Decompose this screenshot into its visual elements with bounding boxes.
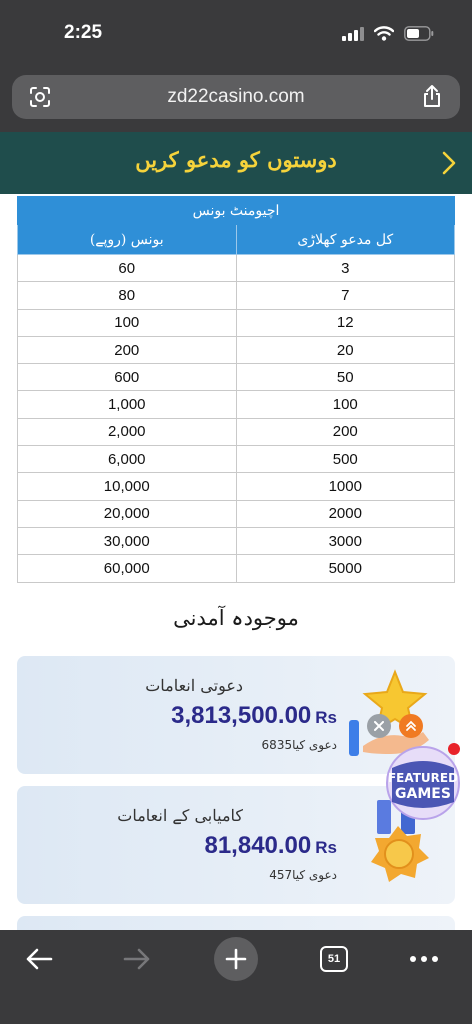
forward-button[interactable] <box>120 942 154 976</box>
page-title: دوستوں کو مدعو کریں <box>135 147 337 172</box>
players-cell: 200 <box>236 418 455 445</box>
bonus-cell: 80 <box>18 282 237 309</box>
bonus-cell: 6,000 <box>18 446 237 473</box>
battery-icon <box>404 26 434 41</box>
close-floating-button[interactable] <box>367 714 391 738</box>
players-cell: 1000 <box>236 473 455 500</box>
close-icon <box>374 721 384 731</box>
signal-icon <box>342 27 364 41</box>
currency-label: Rs <box>315 838 337 857</box>
players-cell: 500 <box>236 446 455 473</box>
card-label: دعوتی انعامات <box>145 676 243 695</box>
players-cell: 50 <box>236 364 455 391</box>
table-row <box>18 309 455 336</box>
tab-count: 51 <box>327 953 341 965</box>
more-icon <box>409 955 439 963</box>
chevron-right-icon[interactable] <box>442 151 456 179</box>
status-icons <box>342 26 434 41</box>
notification-dot <box>448 743 460 755</box>
card-amount <box>204 832 337 860</box>
more-menu-button[interactable] <box>406 942 442 976</box>
page-header <box>0 132 472 194</box>
claim-count: 457دعوی کیا <box>269 868 337 882</box>
featured-games-logo <box>384 744 462 822</box>
card-label: کامیابی کے انعامات <box>117 806 243 825</box>
players-cell: 3000 <box>236 527 455 554</box>
tabs-button[interactable] <box>318 942 350 976</box>
players-cell: 3 <box>236 255 455 282</box>
table-row <box>18 500 455 527</box>
players-cell: 12 <box>236 309 455 336</box>
bonus-cell: 10,000 <box>18 473 237 500</box>
players-cell: 100 <box>236 391 455 418</box>
back-button[interactable] <box>22 942 56 976</box>
table-row <box>18 473 455 500</box>
players-cell: 2000 <box>236 500 455 527</box>
players-cell: 5000 <box>236 555 455 582</box>
browser-toolbar <box>0 930 472 1024</box>
wifi-icon <box>374 26 394 41</box>
table-row <box>18 555 455 582</box>
table-caption: اچیومنٹ بونس <box>18 197 455 225</box>
url-text: zd22casino.com <box>167 86 305 107</box>
bonus-cell: 2,000 <box>18 418 237 445</box>
bonus-cell: 60 <box>18 255 237 282</box>
address-bar[interactable] <box>12 75 460 119</box>
section-title-current-income: موجودہ آمدنی <box>173 606 299 630</box>
table-row <box>18 364 455 391</box>
arrow-right-icon <box>123 947 151 971</box>
column-header-bonus: بونس (روپے) <box>18 225 237 255</box>
bonus-cell: 600 <box>18 364 237 391</box>
badge-line2: GAMES <box>395 786 451 802</box>
bonus-cell: 1,000 <box>18 391 237 418</box>
bonus-cell: 100 <box>18 309 237 336</box>
table-row <box>18 336 455 363</box>
table-row <box>18 391 455 418</box>
players-cell: 7 <box>236 282 455 309</box>
table-row <box>18 282 455 309</box>
claim-count: 6835دعوی کیا <box>261 738 337 752</box>
bonus-cell: 200 <box>18 336 237 363</box>
browser-chrome <box>0 0 472 132</box>
bonus-cell: 20,000 <box>18 500 237 527</box>
table-row <box>18 255 455 282</box>
tabs-icon <box>320 946 348 972</box>
status-time: 2:25 <box>64 22 103 43</box>
amount-value: 3,813,500.00 <box>171 702 312 729</box>
plus-icon <box>225 948 247 970</box>
arrow-left-icon <box>25 947 53 971</box>
table-row <box>18 418 455 445</box>
double-chevron-up-icon <box>405 720 417 732</box>
badge-line1: FEATURED <box>387 771 459 785</box>
players-cell: 20 <box>236 336 455 363</box>
table-row <box>18 446 455 473</box>
table-body <box>18 255 455 583</box>
new-tab-button[interactable] <box>214 937 258 981</box>
bonus-cell: 30,000 <box>18 527 237 554</box>
achievement-bonus-table <box>17 196 455 583</box>
share-icon[interactable] <box>420 83 444 113</box>
amount-value: 81,840.00 <box>204 832 312 859</box>
bonus-cell: 60,000 <box>18 555 237 582</box>
featured-games-badge[interactable] <box>384 744 462 822</box>
currency-label: Rs <box>315 708 337 727</box>
column-header-players: کل مدعو کھلاڑی <box>236 225 455 255</box>
table-row <box>18 527 455 554</box>
card-amount <box>171 702 337 730</box>
floating-controls <box>367 714 423 738</box>
expand-floating-button[interactable] <box>399 714 423 738</box>
